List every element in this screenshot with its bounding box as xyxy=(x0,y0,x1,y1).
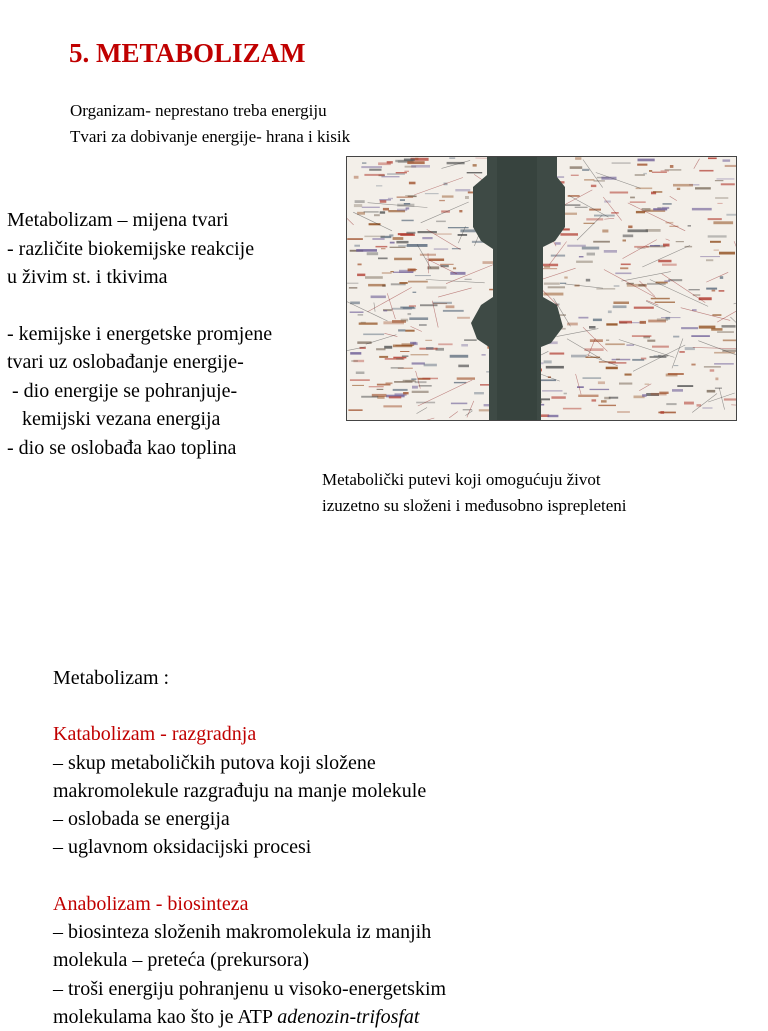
anabolism-line-text: molekulama kao što je ATP xyxy=(53,1006,277,1028)
definition-line: - različite biokemijske reakcije xyxy=(7,235,272,264)
section-gap xyxy=(53,692,446,720)
metabolic-pathways-chart-image xyxy=(346,156,737,421)
catabolism-line: – oslobada se energija xyxy=(53,805,446,833)
definition-gap xyxy=(7,292,272,320)
definition-line: tvari uz oslobađanje energije- xyxy=(7,348,272,377)
anabolism-line: – troši energiju pohranjenu u visoko-energetskim xyxy=(53,975,446,1003)
definition-line: - dio se oslobađa kao toplina xyxy=(7,434,272,463)
definition-line: Metabolizam – mijena tvari xyxy=(7,206,272,235)
section-heading: Metabolizam : xyxy=(53,664,446,692)
catabolism-line: – uglavnom oksidacijski procesi xyxy=(53,833,446,861)
catabolism-line: – skup metaboličkih putova koji složene xyxy=(53,749,446,777)
intro-line: Tvari za dobivanje energije- hrana i kisik xyxy=(70,124,350,150)
metabolism-section xyxy=(53,664,446,1031)
catabolism-line: makromolekule razgrađuju na manje molekule xyxy=(53,777,446,805)
caption-line: Metabolički putevi koji omogućuju život xyxy=(322,467,627,493)
figure-caption xyxy=(322,467,627,519)
catabolism-title: Katabolizam - razgradnja xyxy=(53,720,446,748)
intro-text xyxy=(70,98,350,150)
anabolism-title: Anabolizam - biosinteza xyxy=(53,890,446,918)
intro-line: Organizam- neprestano treba energiju xyxy=(70,98,350,124)
definition-line: u živim st. i tkivima xyxy=(7,263,272,292)
anabolism-line xyxy=(53,1003,446,1031)
atp-full-name: adenozin-trifosfat xyxy=(277,1006,419,1028)
metabolic-pathways-graphic xyxy=(347,157,736,420)
anabolism-line: molekula – preteća (prekursora) xyxy=(53,946,446,974)
definition-line: kemijski vezana energija xyxy=(7,405,272,434)
caption-line: izuzetno su složeni i međusobno isprepleteni xyxy=(322,493,627,519)
definition-line: - kemijske i energetske promjene xyxy=(7,320,272,349)
section-gap xyxy=(53,862,446,890)
anabolism-line: – biosinteza složenih makromolekula iz manjih xyxy=(53,918,446,946)
definition-line: - dio energije se pohranjuje- xyxy=(7,377,272,406)
metabolism-definition xyxy=(7,206,272,462)
page-title: 5. METABOLIZAM xyxy=(69,38,306,69)
